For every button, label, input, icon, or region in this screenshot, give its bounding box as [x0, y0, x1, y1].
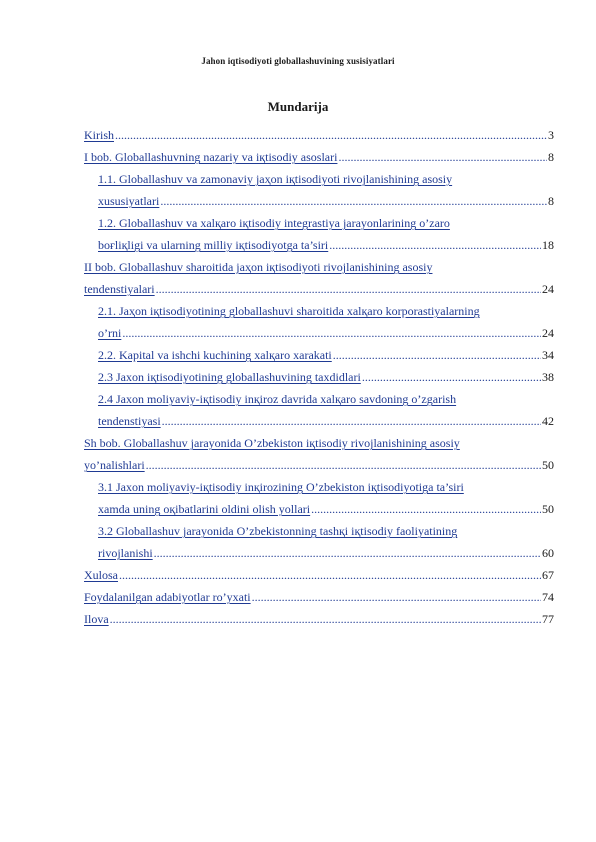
toc-title: Mundarija: [267, 99, 329, 114]
toc-entry-link[interactable]: yo’nalishlari: [84, 458, 145, 472]
toc-entry[interactable]: [84, 256, 554, 278]
toc-entry-link[interactable]: Ilova: [84, 612, 109, 626]
toc-entry[interactable]: [84, 498, 554, 520]
toc-page-number: 3: [548, 128, 554, 142]
toc-page-number: 42: [542, 414, 554, 428]
document-header: Jahon iqtisodiyoti globallashuvining xusisiyatlari: [201, 56, 395, 66]
toc-entry-link[interactable]: Foydalanilgan adabiyotlar ro’yxati: [84, 590, 251, 604]
toc-page-number: 8: [548, 150, 554, 164]
toc-page-number: 74: [542, 590, 554, 604]
toc-entry-link[interactable]: boғliқligi va ularning milliy iқtisodiyotga ta’siri: [98, 238, 329, 252]
toc-dot-leader: [160, 190, 547, 212]
toc-entry[interactable]: [84, 564, 554, 586]
toc-entry-link[interactable]: tendenstiyasi: [98, 414, 161, 428]
toc-entry-link[interactable]: xususiyatlari: [98, 194, 160, 208]
toc-entry-link[interactable]: 2.4 Jaxon moliyaviy-iқtisodiy inқiroz davrida xalқaro savdoning o’zgarish: [98, 392, 457, 406]
toc-dot-leader: [329, 234, 541, 256]
toc-entry[interactable]: [84, 168, 554, 190]
toc-dot-leader: [146, 454, 541, 476]
toc-entry[interactable]: [84, 234, 554, 256]
toc-page-number: 18: [542, 238, 554, 252]
toc-entry[interactable]: [84, 410, 554, 432]
toc-dot-leader: [252, 586, 541, 608]
toc-entry-link[interactable]: 2.3 Jaxon iқtisodiyotining globallashuvining taxdidlari: [98, 370, 361, 384]
toc-entry[interactable]: [84, 586, 554, 608]
toc-entry[interactable]: [84, 278, 554, 300]
toc-entry-link[interactable]: II bob. Globallashuv sharoitida jaҳon iқtisodiyoti rivojlanishining asosiy: [84, 260, 433, 274]
toc-dot-leader: [122, 322, 541, 344]
toc-entry-link[interactable]: 2.2. Kapital va ishchi kuchining xalқaro xarakati: [98, 348, 332, 362]
toc-page-number: 34: [542, 348, 554, 362]
toc-page-number: 50: [542, 502, 554, 516]
toc-entry[interactable]: [84, 344, 554, 366]
toc-dot-leader: [311, 498, 541, 520]
toc-entry-link[interactable]: 3.2 Globallashuv jarayonida O’zbekistonning tashқi iқtisodiy faoliyatining: [98, 524, 458, 538]
toc-dot-leader: [162, 410, 541, 432]
toc-page-number: 50: [542, 458, 554, 472]
toc-entry[interactable]: [84, 608, 554, 630]
toc-page-number: 24: [542, 282, 554, 296]
toc-entry[interactable]: [84, 322, 554, 344]
toc-entry[interactable]: [84, 300, 554, 322]
toc-entry-link[interactable]: o’rni: [98, 326, 122, 340]
toc-entry-link[interactable]: xamda uning oқibatlarini oldini olish yollari: [98, 502, 311, 516]
toc-entry[interactable]: [84, 432, 554, 454]
toc-entry-link[interactable]: rivojlanishi: [98, 546, 153, 560]
toc-entry-link[interactable]: 1.1. Globallashuv va zamonaviy jaҳon iқtisodiyoti rivojlanishining asosiy: [98, 172, 453, 186]
toc-entry-link[interactable]: Xulosa: [84, 568, 118, 582]
toc-page-number: 60: [542, 546, 554, 560]
toc-entry[interactable]: [84, 454, 554, 476]
toc-dot-leader: [156, 278, 541, 300]
toc-page-number: 24: [542, 326, 554, 340]
toc-entry-link[interactable]: tendenstiyalari: [84, 282, 155, 296]
toc-entry[interactable]: [84, 124, 554, 146]
toc-entry[interactable]: [84, 212, 554, 234]
table-of-contents: [84, 124, 554, 630]
toc-entry-link[interactable]: Sh bob. Globallashuv jarayonida O’zbekiston iқtisodiy rivojlanishining asosiy: [84, 436, 460, 450]
toc-dot-leader: [154, 542, 541, 564]
toc-page-number: 8: [548, 194, 554, 208]
toc-entry[interactable]: [84, 542, 554, 564]
toc-entry[interactable]: [84, 366, 554, 388]
toc-dot-leader: [119, 564, 541, 586]
toc-entry[interactable]: [84, 388, 554, 410]
toc-entry-link[interactable]: I bob. Globallashuvning nazariy va iқtisodiy asoslari: [84, 150, 338, 164]
toc-page-number: 77: [542, 612, 554, 626]
toc-entry[interactable]: [84, 190, 554, 212]
toc-entry-link[interactable]: 3.1 Jaxon moliyaviy-iқtisodiy inқirozining O’zbekiston iқtisodiyotiga ta’siri: [98, 480, 464, 494]
toc-entry-link[interactable]: 2.1. Jaҳon iқtisodiyotining globallashuvi sharoitida xalқaro korporastiyalarning: [98, 304, 480, 318]
toc-dot-leader: [110, 608, 541, 630]
toc-dot-leader: [115, 124, 547, 146]
toc-entry-link[interactable]: 1.2. Globallashuv va xalқaro iқtisodiy integrastiya jarayonlarining o’zaro: [98, 216, 450, 230]
toc-page-number: 38: [542, 370, 554, 384]
toc-entry[interactable]: [84, 146, 554, 168]
toc-entry[interactable]: [84, 520, 554, 542]
toc-entry[interactable]: [84, 476, 554, 498]
toc-dot-leader: [362, 366, 541, 388]
toc-entry-link[interactable]: Kirish: [84, 128, 114, 142]
toc-dot-leader: [333, 344, 541, 366]
toc-page-number: 67: [542, 568, 554, 582]
toc-dot-leader: [338, 146, 547, 168]
